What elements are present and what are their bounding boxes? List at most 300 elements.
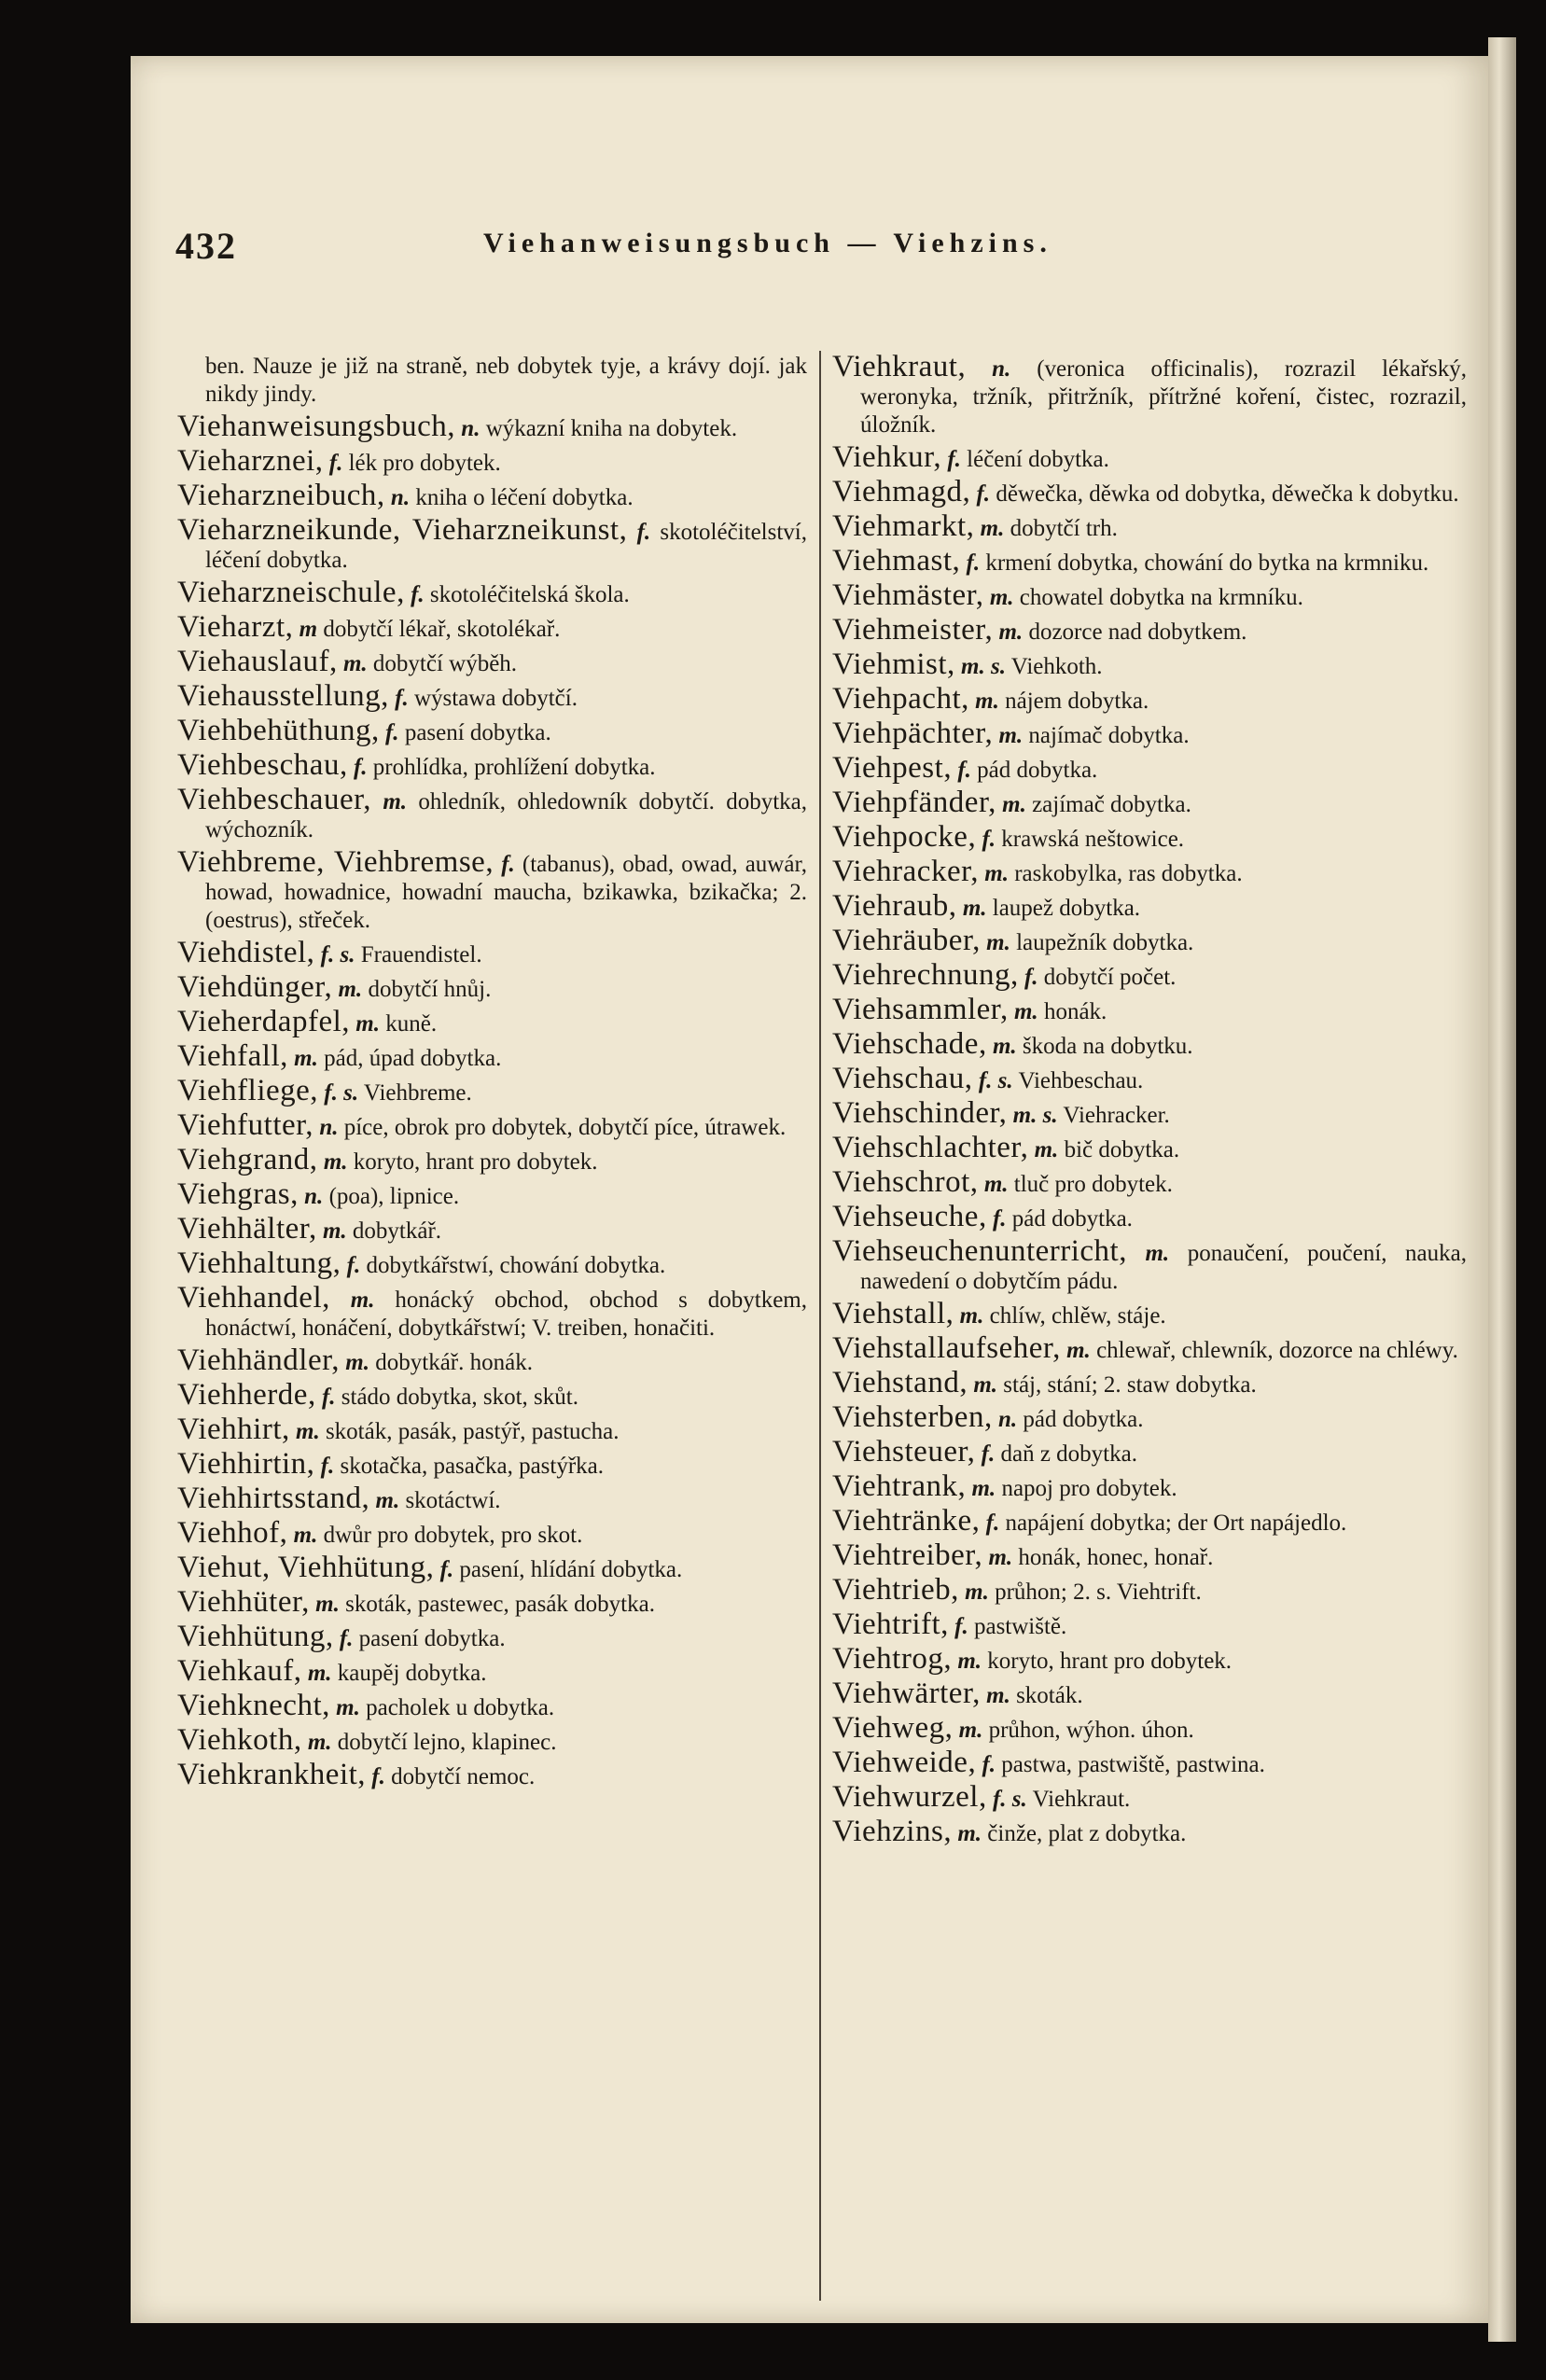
entry-definition: dobytkář. honák. [375, 1350, 533, 1375]
dictionary-entry [177, 1108, 807, 1142]
dictionary-entry [177, 1281, 808, 1343]
entry-gender: m. [294, 1046, 318, 1071]
entry-definition: najímač dobytka. [1028, 723, 1190, 748]
entry-gender: m. [1013, 999, 1038, 1024]
entry-gender: m. [322, 1218, 347, 1244]
dictionary-entry [177, 845, 808, 935]
dictionary-entry [832, 1573, 1467, 1607]
entry-gender: f. s. [992, 1787, 1027, 1812]
entry-gender: n. [319, 1115, 339, 1140]
entry-headword: Viehhälter, [177, 1212, 317, 1246]
entry-gender: f. [371, 1764, 385, 1789]
entry-headword: Viehmarkt, [832, 509, 975, 543]
entry-headword: Viehmast, [832, 544, 961, 578]
entry-headword: Viehbeschau, [177, 748, 348, 782]
entry-headword: Viehräuber, [832, 924, 981, 957]
dictionary-entry [832, 1610, 1467, 1641]
entry-gender: n. [390, 485, 411, 510]
entry-definition: ponaučení, poučení, nauka, nawedení o dobytčím pádu. [860, 1241, 1467, 1294]
entry-definition: pastwa, pastwiště, pastwina. [1001, 1752, 1265, 1777]
dictionary-entry [177, 578, 807, 609]
entry-headword: Viehstall, [832, 1297, 954, 1330]
entry-headword: Viehweg, [832, 1711, 954, 1745]
entry-gender: m. [307, 1661, 332, 1686]
entry-definition: píce, obrok pro dobytek, dobytčí píce, útrawek. [343, 1115, 787, 1140]
entry-headword: Viehkoth, [177, 1723, 302, 1757]
entry-gender: m. [957, 1821, 982, 1846]
entry-headword: Viehkur, [832, 440, 942, 474]
entry-definition: průhon; 2. s. Viehtrift. [995, 1580, 1202, 1605]
dictionary-entry [832, 613, 1467, 647]
dictionary-entry [177, 783, 808, 844]
entry-gender: n. [997, 1407, 1018, 1432]
entry-definition: nájem dobytka. [1005, 689, 1149, 714]
dictionary-entry [177, 481, 807, 512]
entry-headword: Viehpacht, [832, 682, 969, 716]
dictionary-entry [177, 647, 807, 678]
entry-definition: dobytčí nemoc. [391, 1764, 536, 1789]
dictionary-entry [832, 1504, 1467, 1538]
dictionary-entry [832, 1469, 1467, 1503]
entry-gender: f. [981, 1441, 996, 1467]
dictionary-entry [177, 444, 807, 478]
left-column [177, 353, 807, 1795]
entry-definition: dobytčí počet. [1043, 965, 1177, 990]
entry-headword: Viehwurzel, [832, 1780, 987, 1814]
dictionary-entry [177, 353, 807, 409]
entry-headword: Viehstand, [832, 1366, 968, 1399]
entry-gender: m. [989, 585, 1014, 610]
entry-headword: Viehbreme, Viehbremse, [177, 845, 494, 879]
entry-gender: n. [304, 1184, 324, 1209]
entry-definition: bič dobytka. [1064, 1137, 1180, 1162]
entry-gender: f. [985, 1510, 1000, 1536]
dictionary-entry [832, 1400, 1467, 1434]
entry-definition: krmení dobytka, chowání do bytka na krmniku. [985, 550, 1429, 576]
entry-gender: m. [355, 1011, 380, 1037]
entry-gender: m. [973, 1372, 998, 1398]
entry-headword: Viehgrand, [177, 1143, 318, 1176]
entry-headword: Viehweide, [832, 1746, 977, 1779]
dictionary-entry [177, 1691, 807, 1722]
dictionary-entry [177, 1723, 807, 1757]
entry-headword: Viehrechnung, [832, 958, 1019, 992]
dictionary-entry [832, 1780, 1467, 1814]
dictionary-entry [832, 440, 1467, 474]
entry-definition: ohledník, ohledowník dobytčí. dobytka, wýchozník. [205, 789, 808, 842]
entry-gender: m. [342, 651, 368, 676]
entry-definition: (tabanus), obad, owad, auwár, howad, howadnice, howadní maucha, bzikawka, bzikačka; 2. (oestrus), střeček. [205, 852, 808, 933]
entry-gender: m. s. [1012, 1103, 1058, 1128]
entry-definition: pád dobytka. [1023, 1407, 1144, 1432]
entry-definition: prohlídka, prohlížení dobytka. [372, 755, 656, 780]
entry-definition: dwůr pro dobytek, pro skot. [323, 1523, 583, 1548]
entry-gender: n. [992, 356, 1011, 382]
entry-definition: Frauendistel. [360, 942, 482, 967]
dictionary-entry [177, 1758, 807, 1791]
entry-definition: honácký obchod, obchod s dobytkem, honáctwí, honáčení, dobytkářstwí; V. treiben, honačiti. [205, 1287, 808, 1341]
entry-headword: Viehmagd, [832, 475, 971, 508]
entry-definition: laupež dobytka. [992, 896, 1141, 921]
entry-definition: chlewař, chlewník, dozorce na chléwy. [1096, 1338, 1458, 1363]
entry-gender: m. [323, 1149, 348, 1175]
dictionary-entry [177, 1378, 807, 1412]
entry-gender: f. [966, 550, 981, 576]
entry-gender: f. [395, 686, 409, 711]
dictionary-entry [832, 889, 1467, 923]
dictionary-entry [177, 1005, 807, 1038]
entry-definition: kaupěj dobytka. [337, 1661, 487, 1686]
dictionary-entry [177, 970, 807, 1004]
dictionary-entry [832, 1234, 1467, 1296]
entry-headword: Viehgras, [177, 1177, 299, 1211]
entry-definition: Viehracker. [1063, 1103, 1170, 1128]
entry-headword: Viehpfänder, [832, 786, 996, 819]
entry-headword: Viehkauf, [177, 1654, 302, 1688]
entry-gender: m. [1066, 1338, 1091, 1363]
entry-definition: koryto, hrant pro dobytek. [987, 1649, 1233, 1674]
entry-gender: m. [345, 1350, 369, 1375]
entry-definition: dobytčí lejno, klapinec. [337, 1730, 557, 1755]
dictionary-entry [177, 1246, 807, 1280]
entry-definition: Viehbeschau. [1018, 1068, 1144, 1093]
dictionary-entry [832, 958, 1467, 992]
entry-gender: m. [992, 1034, 1017, 1059]
entry-headword: Viehsterben, [832, 1400, 993, 1434]
dictionary-entry [832, 1297, 1467, 1330]
entry-gender: m. [307, 1730, 332, 1755]
entry-definition: dozorce nad dobytkem. [1028, 619, 1247, 645]
entry-headword: Viehdistel, [177, 936, 315, 969]
dictionary-entry [177, 936, 807, 969]
entry-gender: f. [954, 1614, 968, 1639]
entry-definition: skotačka, pasačka, pastýřka. [340, 1454, 605, 1479]
entry-definition: tluč pro dobytek. [1013, 1172, 1173, 1197]
entry-gender: f. [501, 852, 515, 877]
dictionary-entry [832, 1366, 1467, 1399]
entry-definition: pád dobytka. [977, 758, 1098, 783]
entry-definition: chlíw, chlěw, stáje. [989, 1303, 1166, 1329]
entry-headword: Viehhof, [177, 1516, 288, 1550]
entry-definition: Viehkoth. [1010, 654, 1103, 679]
dictionary-entry [832, 788, 1467, 819]
dictionary-entry [832, 1062, 1467, 1095]
entry-definition: Viehbreme. [363, 1080, 472, 1106]
entry-definition: laupežník dobytka. [1016, 930, 1194, 955]
dictionary-entry [177, 748, 807, 782]
entry-headword: Viehfliege, [177, 1074, 319, 1107]
dictionary-entry [177, 610, 807, 644]
entry-gender: f. s. [324, 1080, 359, 1106]
entry-headword: Viehtreiber, [832, 1538, 983, 1572]
entry-gender: f. s. [978, 1068, 1013, 1093]
entry-definition: děwečka, děwka od dobytka, děwečka k dobytku. [996, 481, 1459, 507]
entry-definition: raskobylka, ras dobytka. [1014, 861, 1243, 886]
entry-gender: m. [998, 723, 1024, 748]
entry-headword: Viehpächter, [832, 717, 994, 750]
dictionary-entry [177, 513, 807, 575]
entry-definition: honák. [1043, 999, 1107, 1024]
dictionary-entry [177, 1415, 807, 1446]
entry-gender: n. [461, 416, 481, 441]
entry-headword: Viehmeister, [832, 613, 994, 647]
entry-headword: Viehhirtsstand, [177, 1482, 370, 1515]
entry-gender: f. [439, 1557, 454, 1582]
dictionary-entry [832, 1027, 1467, 1061]
entry-gender: m. [1145, 1241, 1170, 1266]
entry-gender: m. [338, 977, 363, 1002]
dictionary-entry [177, 1585, 807, 1619]
entry-definition: léčení dobytka. [967, 447, 1109, 472]
entry-headword: Vieharzt, [177, 610, 294, 644]
entry-headword: Viehanweisungsbuch, [177, 410, 456, 443]
entry-gender: m. [959, 1303, 984, 1329]
entry-gender: m. [984, 861, 1009, 886]
entry-headword: Vieherdapfel, [177, 1005, 351, 1038]
entry-gender: f. [1024, 965, 1038, 990]
entry-headword: Viehhütung, [177, 1620, 334, 1653]
entry-headword: Viehschrot, [832, 1165, 979, 1199]
entry-definition: stáj, stání; 2. staw dobytka. [1003, 1372, 1257, 1398]
entry-gender: f. [976, 481, 991, 507]
entry-headword: Viehpocke, [832, 820, 977, 854]
entry-gender: m. [986, 930, 1010, 955]
entry-headword: Viehmist, [832, 647, 955, 681]
entry-headword: Viehtrog, [832, 1642, 953, 1676]
entry-gender: f. s. [320, 942, 355, 967]
dictionary-entry [832, 1538, 1467, 1572]
entry-headword: Viehfutter, [177, 1108, 314, 1142]
dictionary-entry [177, 1516, 807, 1550]
dictionary-entry [832, 1331, 1467, 1365]
dictionary-entry [832, 647, 1467, 681]
dictionary-entry [177, 412, 807, 443]
entry-gender: f. [992, 1206, 1007, 1232]
entry-headword: Viehschade, [832, 1027, 987, 1061]
column-divider [819, 351, 821, 2301]
entry-gender: m [299, 617, 318, 642]
entry-gender: m. [986, 1683, 1010, 1708]
dictionary-entry [832, 1679, 1467, 1710]
entry-headword: Vieharzneibuch, [177, 479, 385, 512]
entry-headword: Viehraub, [832, 889, 957, 923]
dictionary-entry [177, 1553, 807, 1584]
entry-headword: Viehauslauf, [177, 645, 338, 678]
entry-definition: (poa), lipnice. [328, 1184, 460, 1209]
entry-headword: Viehhandel, [177, 1281, 330, 1315]
entry-headword: Viehschau, [832, 1062, 973, 1095]
entry-headword: Viehtrank, [832, 1469, 967, 1503]
entry-gender: m. [965, 1580, 989, 1605]
entry-definition: daň z dobytka. [1000, 1441, 1137, 1467]
entry-definition: Viehkraut. [1032, 1787, 1131, 1812]
dictionary-entry [832, 926, 1467, 957]
entry-headword: Viehpest, [832, 751, 953, 785]
entry-headword: Viehbeschauer, [177, 783, 372, 816]
entry-gender: m. [983, 1172, 1009, 1197]
entry-definition: dobytčí lékař, skotolékař. [323, 617, 561, 642]
dictionary-entry [832, 544, 1467, 578]
entry-headword: Vieharznei, [177, 444, 324, 478]
dictionary-entry [832, 509, 1467, 543]
dictionary-page [131, 56, 1488, 2323]
entry-definition: honák, honec, honař. [1018, 1545, 1214, 1570]
dictionary-entry [177, 1039, 807, 1073]
entry-headword: Viehhaltung, [177, 1246, 341, 1280]
entry-gender: m. [971, 1476, 996, 1501]
entry-headword: Viehseuchenunterricht, [832, 1234, 1127, 1268]
entry-gender: m. [962, 896, 987, 921]
dictionary-entry [832, 1096, 1467, 1130]
dictionary-entry [832, 719, 1467, 750]
dictionary-entry [177, 1343, 807, 1377]
entry-gender: m. [383, 789, 408, 814]
entry-definition: skotáctwí. [405, 1488, 501, 1513]
dictionary-entry [177, 1177, 807, 1211]
entry-gender: f. [353, 755, 368, 780]
entry-gender: f. [982, 1752, 996, 1777]
entry-definition: dobytkář. [352, 1218, 442, 1244]
dictionary-entry [832, 1711, 1467, 1745]
dictionary-entry [177, 1447, 807, 1481]
entry-headword: Viehschlachter, [832, 1131, 1029, 1164]
entry-headword: Vieharzneischule, [177, 576, 405, 609]
entry-headword: Viehracker, [832, 855, 980, 888]
dictionary-entry [177, 1654, 807, 1688]
entry-gender: m. [350, 1287, 375, 1313]
entry-gender: m. [958, 1718, 983, 1743]
entry-definition: stádo dobytka, skot, skůt. [341, 1385, 578, 1410]
entry-definition: zajímač dobytka. [1032, 792, 1191, 817]
dictionary-entry [177, 679, 807, 713]
entry-headword: Viehhüter, [177, 1585, 310, 1619]
right-column [832, 350, 1468, 1852]
page-header [175, 224, 1472, 271]
entry-gender: f. [346, 1253, 361, 1278]
entry-gender: m. [1034, 1137, 1059, 1162]
entry-gender: m. [998, 619, 1024, 645]
dictionary-entry [832, 682, 1467, 716]
entry-gender: m. s. [961, 654, 1006, 679]
entry-headword: Viehkraut, [832, 350, 967, 383]
entry-gender: f. [384, 720, 399, 745]
entry-headword: Viehtrieb, [832, 1573, 959, 1607]
dictionary-entry [832, 1435, 1467, 1468]
entry-definition: pasení dobytka. [404, 720, 551, 745]
entry-definition: dobytčí hnůj. [368, 977, 492, 1002]
entry-definition: napájení dobytka; der Ort napájedlo. [1005, 1510, 1347, 1536]
entry-gender: f. [947, 447, 961, 472]
dictionary-entry [832, 1165, 1467, 1199]
dictionary-entry [832, 857, 1467, 888]
entry-gender: f. [957, 758, 971, 783]
entry-gender: m. [980, 516, 1005, 541]
dictionary-entry [177, 1143, 807, 1176]
dictionary-entry [832, 995, 1467, 1026]
entry-definition: wýstawa dobytčí. [413, 686, 578, 711]
dictionary-entry [832, 1817, 1467, 1848]
entry-headword: Viehknecht, [177, 1689, 330, 1722]
entry-definition: lék pro dobytek. [348, 451, 501, 476]
entry-headword: Viehwärter, [832, 1677, 981, 1710]
entry-headword: Viehzins, [832, 1815, 953, 1848]
running-head: Viehanweisungsbuch — Viehzins. [483, 228, 1052, 258]
page-number: 432 [175, 225, 237, 267]
entry-headword: Viehdünger, [177, 970, 333, 1004]
entry-gender: f. [982, 827, 996, 852]
entry-headword: Viehsteuer, [832, 1435, 976, 1468]
entry-continuation: ben. Nauze je již na straně, neb dobytek tyje, a krávy dojí. jak nikdy jindy. [205, 354, 807, 407]
entry-gender: f. [411, 582, 425, 607]
entry-headword: Viehtrift, [832, 1608, 949, 1641]
entry-headword: Vieharzneikunde, Vieharzneikunst, [177, 513, 628, 547]
entry-definition: dobytčí wýběh. [372, 651, 518, 676]
entry-headword: Viehfall, [177, 1039, 288, 1073]
entry-definition: wýkazní kniha na dobytek. [485, 416, 738, 441]
entry-definition: krawská neštowice. [1001, 827, 1185, 852]
entry-definition: skoták. [1016, 1683, 1083, 1708]
entry-headword: Viehbehüthung, [177, 714, 380, 747]
entry-definition: koryto, hrant pro dobytek. [353, 1149, 598, 1175]
entry-headword: Viehhändler, [177, 1343, 341, 1377]
dictionary-entry [832, 751, 1467, 785]
entry-headword: Viehsammler, [832, 993, 1009, 1026]
dictionary-entry [832, 820, 1467, 854]
entry-gender: m. [315, 1592, 340, 1617]
entry-definition: činže, plat z dobytka. [987, 1821, 1187, 1846]
dictionary-entry [832, 475, 1467, 508]
entry-definition: chowatel dobytka na krmníku. [1019, 585, 1303, 610]
entry-gender: f. [328, 451, 343, 476]
entry-headword: Viehseuche, [832, 1200, 987, 1233]
entry-definition: dobytkářstwí, chowání dobytka. [366, 1253, 666, 1278]
entry-definition: kniha o léčení dobytka. [415, 485, 634, 510]
dictionary-entry [177, 1074, 807, 1107]
entry-gender: m. [296, 1419, 320, 1444]
entry-headword: Viehstallaufseher, [832, 1331, 1061, 1365]
entry-definition: průhon, wýhon. úhon. [988, 1718, 1194, 1743]
entry-headword: Viehschinder, [832, 1096, 1008, 1130]
entry-headword: Viehherde, [177, 1378, 316, 1412]
entry-definition: škoda na dobytku. [1022, 1034, 1193, 1059]
entry-definition: pasení, hlídání dobytka. [459, 1557, 683, 1582]
entry-headword: Viehausstellung, [177, 679, 389, 713]
entry-headword: Viehhirt, [177, 1413, 290, 1446]
entry-definition: pád, úpad dobytka. [324, 1046, 502, 1071]
entry-headword: Viehmäster, [832, 578, 984, 612]
entry-definition: pastwiště. [973, 1614, 1067, 1639]
dictionary-entry [832, 350, 1468, 439]
dictionary-entry [177, 1212, 807, 1246]
entry-gender: m. [957, 1649, 982, 1674]
entry-headword: Viehkrankheit, [177, 1758, 367, 1791]
entry-definition: pád dobytka. [1011, 1206, 1133, 1232]
entry-definition: skoták, pasák, pastýř, pastucha. [325, 1419, 620, 1444]
entry-gender: m. [293, 1523, 318, 1548]
entry-gender: f. [321, 1385, 336, 1410]
dictionary-entry [832, 1642, 1467, 1676]
entry-gender: m. [988, 1545, 1013, 1570]
entry-gender: m. [336, 1695, 360, 1720]
dictionary-entry [177, 1622, 807, 1653]
dictionary-entry [832, 1200, 1467, 1233]
dictionary-entry [832, 1131, 1467, 1164]
page-edge [1488, 37, 1516, 2342]
entry-definition: kuně. [385, 1011, 438, 1037]
entry-headword: Viehut, Viehhütung, [177, 1551, 435, 1584]
dictionary-entry [177, 714, 807, 747]
dictionary-entry [832, 578, 1467, 612]
